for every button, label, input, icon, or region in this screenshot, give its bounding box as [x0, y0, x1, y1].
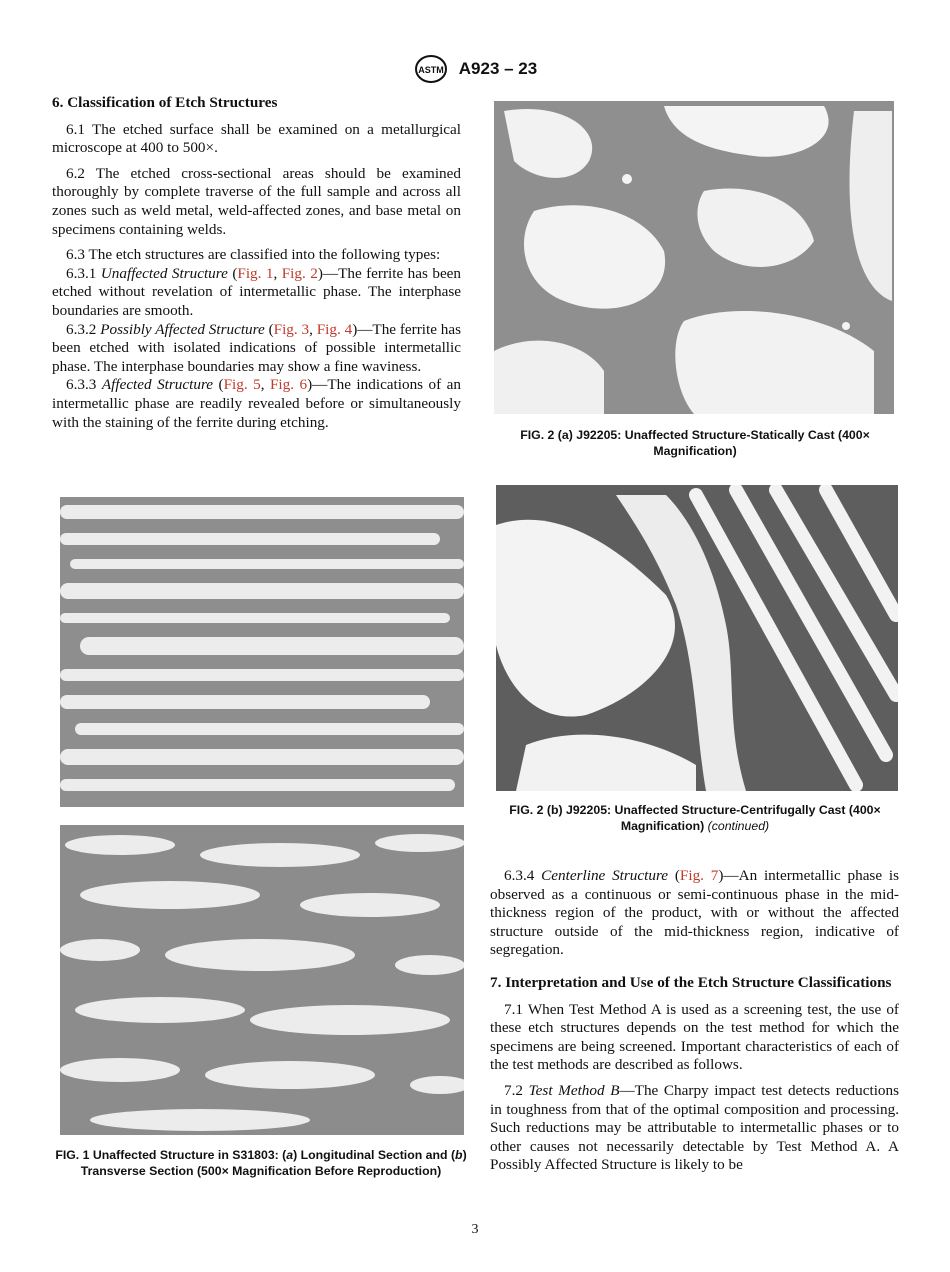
- para-7-1: 7.1 When Test Method A is used as a screening test, the use of these etch structures depends on the test method for which the specimens are being screened. Important characteristics of each of the test methods are described as follows.: [490, 1000, 899, 1074]
- fig-1-caption: FIG. 1 Unaffected Structure in S31803: (a) Longitudinal Section and (b) Transverse Section (500× Magnification Before Reproduction): [55, 1148, 467, 1178]
- page-number: 3: [471, 1222, 479, 1237]
- fig-2b-caption: FIG. 2 (b) J92205: Unaffected Structure-Centrifugally Cast (400× Magnification) (continued): [509, 803, 881, 833]
- para-6-3-3: 6.3.3 Affected Structure (Fig. 5, Fig. 6)—The indications of an intermetallic phase are readily revealed before or simultaneously with the staining of the ferrite during etching.: [52, 376, 462, 431]
- fig-2a-structure: [494, 101, 894, 414]
- para-6-3-2: 6.3.2 Possibly Affected Structure (Fig. 3, Fig. 4)—The ferrite has been etched with isolated indications of possible intermetallic phase. The interphase boundaries may show a fine waviness.: [52, 320, 462, 375]
- fig-2b-micrograph: [496, 485, 898, 791]
- svg-text:ASTM: ASTM: [418, 65, 444, 75]
- fig-1b-structure: [60, 825, 464, 1135]
- fig-2a-micrograph: [494, 101, 894, 414]
- standard-designation: A923 – 23: [458, 59, 538, 78]
- section-7-heading: 7. Interpretation and Use of the Etch Structure Classifications: [490, 973, 892, 991]
- fig-1a-structure: [60, 497, 464, 807]
- fig-1-link[interactable]: Fig. 1: [237, 264, 274, 282]
- fig-2-link[interactable]: Fig. 2: [281, 264, 318, 282]
- fig-6-link[interactable]: Fig. 6: [269, 376, 308, 394]
- fig-3-link[interactable]: Fig. 3: [273, 320, 310, 338]
- fig-5-link[interactable]: Fig. 5: [223, 376, 261, 394]
- fig-1a-micrograph: [60, 497, 464, 807]
- fig-7-link[interactable]: Fig. 7: [679, 867, 719, 884]
- para-7-2: 7.2 Test Method B—The Charpy impact test detects reductions in toughness from that of the optimal composition and processing. Such reductions may be attributable to intermetallic phases or to other causes not necessarily detectable by Test Method A. A Possibly Affected Structure is likely to be: [490, 1081, 900, 1174]
- fig-4-link[interactable]: Fig. 4: [316, 320, 353, 338]
- left-text-column: [52, 94, 461, 432]
- section-6-heading: 6. Classification of Etch Structures: [52, 94, 278, 111]
- fig-2b-structure: [496, 485, 898, 791]
- para-6-3-1: 6.3.1 Unaffected Structure (Fig. 1, Fig. 2)—The ferrite has been etched without revelation of intermetallic phase. The interphase boundaries are smooth.: [52, 264, 462, 319]
- para-6-3-4: 6.3.4 Centerline Structure (Fig. 7)—An intermetallic phase is observed as a continuous or semi-continuous phase in the mid-thickness region of the product, with or without the affected structure outside of the mid-thickness region, indicative of segregation.: [490, 867, 900, 959]
- para-6-1: 6.1 The etched surface shall be examined on a metallurgical microscope at 400 to 500×.: [52, 120, 461, 157]
- para-6-3: 6.3 The etch structures are classified into the following types:: [66, 246, 441, 264]
- fig-2a-caption: FIG. 2 (a) J92205: Unaffected Structure-Statically Cast (400× Magnification): [520, 428, 870, 458]
- astm-logo-icon: [413, 54, 449, 84]
- para-6-2: 6.2 The etched cross-sectional areas should be examined thoroughly by complete traverse of the full sample and across all zones such as weld metal, weld-affected zones, and base metal on specimens containing welds.: [52, 164, 461, 238]
- right-text-column: [490, 867, 899, 1175]
- fig-1b-micrograph: [60, 825, 464, 1135]
- page-header: [0, 54, 950, 84]
